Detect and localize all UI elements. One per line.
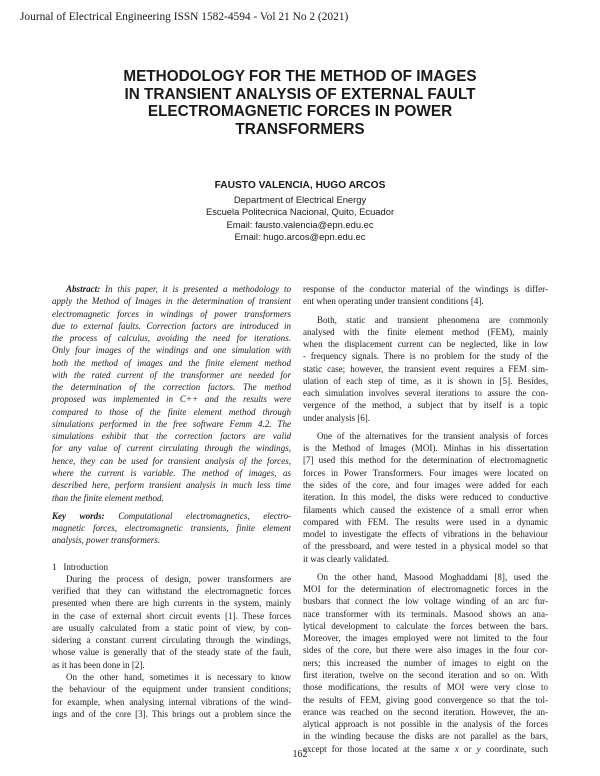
abstract-line: proposed was implemented in C++ and the results were bbox=[52, 394, 291, 405]
author-email-2: Email: hugo.arcos@epn.edu.ec bbox=[234, 231, 366, 242]
left-column bbox=[52, 283, 291, 720]
body-text: coordinate, such bbox=[480, 743, 548, 754]
abstract-line: for any value of current circulating through the windings, bbox=[52, 443, 291, 454]
body-line: each simulation involves several iterations to assure the con- bbox=[303, 388, 548, 399]
title-line: METHODOLOGY FOR THE METHOD OF IMAGES bbox=[123, 68, 477, 85]
intro-line: verified that they can withstand the electromagnetic forces bbox=[52, 586, 291, 597]
body-line: [7] used this method for the determination of electromagnetic bbox=[303, 455, 548, 466]
abstract-line: due to external faults. Correction factors are introduced in bbox=[52, 320, 291, 331]
body-line: On the other hand, Masood Moghaddami [8], used the bbox=[317, 571, 548, 582]
title-line: ELECTROMAGNETIC FORCES IN POWER bbox=[147, 103, 453, 121]
abstract-line: the determination of the correction factors. The method bbox=[52, 382, 291, 393]
body-line: under analysis [6]. bbox=[303, 412, 371, 423]
abstract-line: the process of calculus, avoiding the need for iterations. bbox=[52, 333, 291, 344]
keywords-line: magnetic forces, electromagnetic transients, finite element bbox=[52, 523, 291, 534]
intro-line: are usually calculated from a static point of view, by con- bbox=[52, 622, 291, 633]
abstract-line: hence, they can be used for transient analysis of the forces, bbox=[52, 455, 291, 466]
body-line: it was clearly validated. bbox=[303, 553, 389, 564]
right-column bbox=[303, 283, 548, 755]
author-names: FAUSTO VALENCIA, HUGO ARCOS bbox=[214, 180, 386, 191]
body-line: busbars that connect the low voltage winding of an arc fur- bbox=[303, 596, 548, 607]
body-text: or bbox=[458, 743, 477, 754]
intro-line: On the other hand, sometimes it is necessary to know bbox=[66, 671, 291, 682]
body-line: the sides of the core, and four images were added for each bbox=[303, 479, 548, 490]
body-line: analysed with the finite element method (FEM), mainly bbox=[303, 326, 548, 337]
intro-line: presented when there are high currents in the system, mainly bbox=[52, 598, 291, 609]
abstract-line: apply the Method of Images in the determination of transient bbox=[52, 296, 291, 307]
author-email-1: Email: fausto.valencia@epn.edu.ec bbox=[226, 218, 374, 230]
body-line: is the Method of Images (MOI). Minhas in his dissertation bbox=[303, 443, 548, 454]
author-institution: Escuela Politecnica Nacional, Quito, Ecuador bbox=[205, 206, 395, 217]
body-line: Both, static and transient phenomena are commonly bbox=[317, 314, 548, 325]
page-number: 162 bbox=[292, 749, 308, 760]
keywords-label: Key words: bbox=[52, 510, 105, 521]
keywords-first-line bbox=[52, 510, 291, 522]
body-line: those modifications, the results of MOI were very close to bbox=[303, 682, 548, 693]
intro-line: for example, when analysing internal vibrations of the wind- bbox=[52, 696, 291, 707]
abstract-line: than the finite element method. bbox=[52, 492, 164, 503]
body-line: Moreover, the images employed were not limited to the four bbox=[303, 633, 548, 644]
body-line: ulation of each step of time, as it is shown in [5]. Besides, bbox=[303, 375, 548, 386]
abstract-line: electromagnetic forces in windings of power transformers bbox=[52, 308, 291, 319]
body-line: - frequency signals. There is no problem for the study of the bbox=[303, 351, 548, 362]
body-line: forces in Power Transformers. Four images were located on bbox=[303, 467, 548, 478]
body-line: lytical development to calculate the forces between the bars. bbox=[303, 620, 548, 631]
body-line: response of the conductor material of the windings is differ- bbox=[303, 284, 548, 294]
body-line: static case; however, the transient event requires a FEM sim- bbox=[303, 363, 548, 374]
body-line: sides of the core, but there were also images in the four cor- bbox=[303, 645, 548, 656]
abstract-first-line bbox=[52, 283, 291, 295]
body-line: vergence of the method, a subject that by itself is a topic bbox=[303, 400, 548, 411]
intro-line: as it has been done in [2]. bbox=[52, 659, 145, 670]
intro-line: whose value is generally that of the steady state of the fault, bbox=[52, 647, 291, 658]
section-title: Introduction bbox=[63, 561, 109, 572]
title-line: TRANSFORMERS bbox=[235, 120, 365, 138]
abstract-text: In this paper, it is presented a methodology to bbox=[105, 284, 291, 294]
author-block bbox=[0, 180, 600, 244]
abstract-line: with the rated current of the transformer are needed for bbox=[52, 369, 291, 380]
body-line: iteration. In this model, the disks were reduced to conductive bbox=[303, 492, 548, 503]
keywords-text: Computational electromagnetics, electro- bbox=[118, 510, 291, 521]
body-line: One of the alternatives for the transient analysis of forces bbox=[317, 430, 548, 441]
abstract-line: Only four images of the windings and one simulation with bbox=[52, 345, 291, 356]
intro-line: sidering a constant current circulating through the windings, bbox=[52, 635, 291, 646]
section-heading bbox=[52, 561, 291, 573]
body-line: of the pressboard, and were tested in a physical model so that bbox=[303, 541, 548, 552]
body-line: ners; this increased the number of images to eight on the bbox=[303, 657, 548, 668]
abstract-line: both the method of images and the finite element method bbox=[52, 357, 291, 368]
body-line: first iteration, twelve on the second iteration and so on. With bbox=[303, 669, 548, 680]
paper-title bbox=[40, 68, 560, 138]
coordinate-x: x bbox=[454, 743, 459, 754]
abstract-line: compared to those of the finite element method through bbox=[52, 406, 291, 417]
body-line: when the displacement current can be neglected, like in low bbox=[303, 339, 548, 350]
coordinate-y: y bbox=[476, 743, 481, 754]
abstract-line: described here, perform transient analysis in much less time bbox=[52, 480, 291, 491]
intro-line: During the process of design, power transformers are bbox=[66, 573, 291, 584]
body-text: except for those located at the same bbox=[303, 743, 455, 754]
intro-line: ings and of the core [3]. This brings out a problem since the bbox=[52, 708, 291, 719]
body-line: in the winding because the disks are not parallel as the bars, bbox=[303, 731, 548, 742]
body-line: erance was reached on the second iteration. However, the an- bbox=[303, 706, 548, 717]
body-line: model to investigate the effects of vibrations in the behaviour bbox=[303, 529, 548, 540]
journal-header: Journal of Electrical Engineering ISSN 1582-4594 - Vol 21 No 2 (2021) bbox=[20, 11, 349, 23]
body-line: filaments which caused the existence of a small error when bbox=[303, 504, 548, 515]
author-department: Department of Electrical Energy bbox=[233, 193, 367, 205]
abstract-label: Abstract: bbox=[66, 284, 101, 294]
body-line: nace transformer with its terminals. Masood shows an ana- bbox=[303, 608, 548, 619]
body-line: compared with FEM. The results were used in a dynamic bbox=[303, 516, 548, 527]
body-line: ent when operating under transient conditions [4]. bbox=[303, 296, 484, 307]
keywords-line: analysis, power transformers. bbox=[52, 535, 161, 546]
abstract-line: simulations performed in the free software Femm 4.2. The bbox=[52, 418, 291, 429]
body-line: MOI for the determination of electromagnetic forces in the bbox=[303, 584, 548, 595]
section-number: 1 bbox=[52, 561, 57, 572]
spacer bbox=[52, 547, 291, 561]
title-line: IN TRANSIENT ANALYSIS OF EXTERNAL FAULT bbox=[124, 85, 476, 103]
abstract-line: where the current is variable. The method of images, as bbox=[52, 467, 291, 478]
body-line: alytical approach is not possible in the analysis of the forces bbox=[303, 719, 548, 730]
body-line: the results of FEM, giving good convergence so that the tol- bbox=[303, 694, 548, 705]
intro-line: the behaviour of the equipment under transient conditions; bbox=[52, 684, 291, 695]
abstract-line: simulations exhibit that the correction factors are valid bbox=[52, 431, 291, 442]
intro-line: in the case of external short circuit events [1]. These forces bbox=[52, 610, 291, 621]
